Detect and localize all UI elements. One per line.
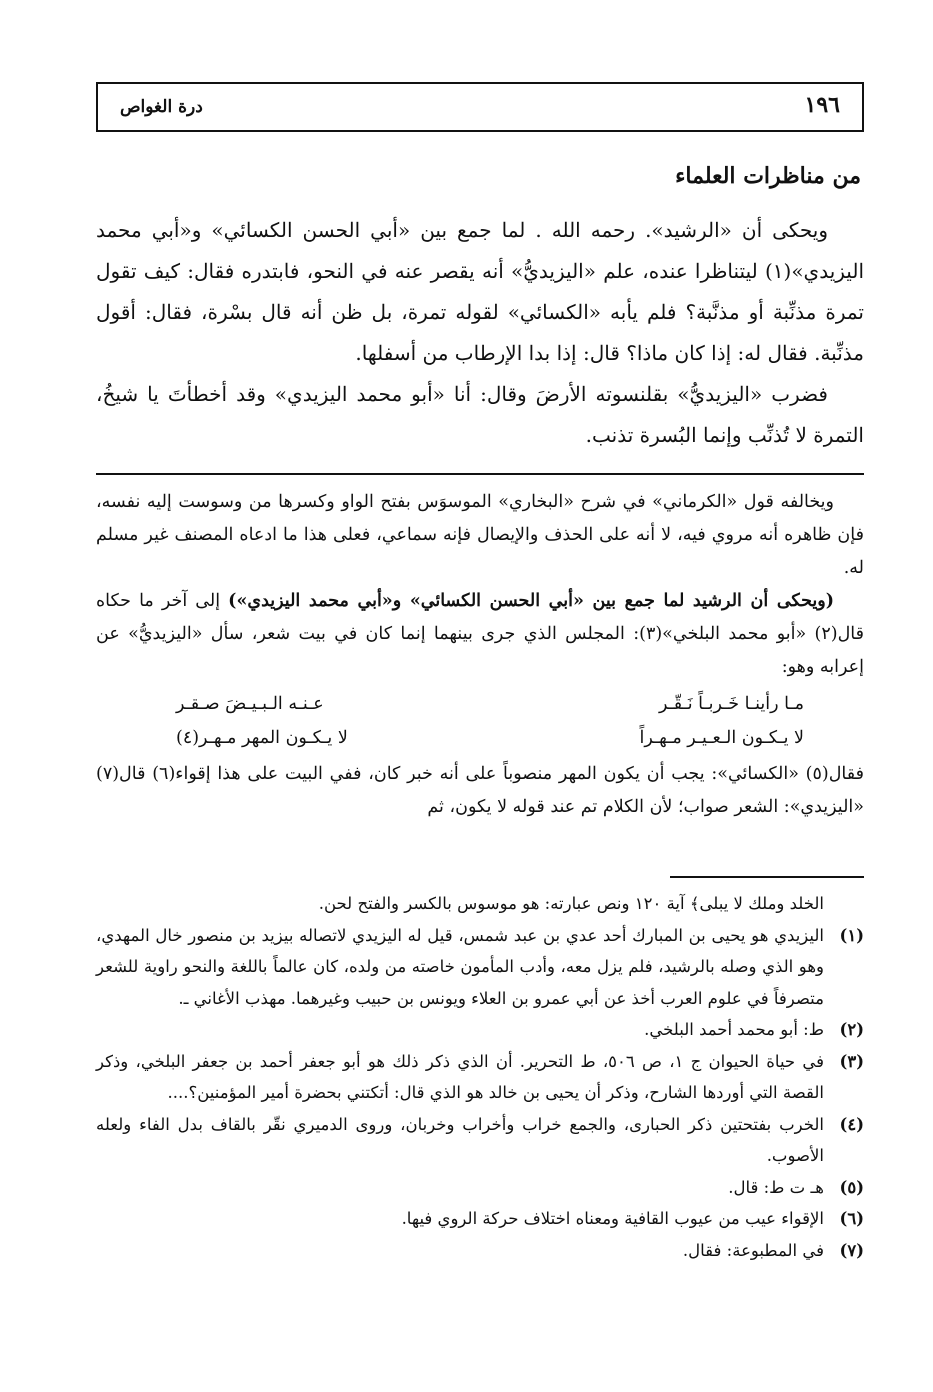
main-separator — [96, 473, 864, 475]
footnote-number: (٣) — [839, 1051, 864, 1071]
footnote — [96, 1172, 864, 1204]
footnote-text: في المطبوعة: فقال. — [682, 1240, 824, 1260]
footnote — [96, 1203, 864, 1235]
footnote — [96, 1235, 864, 1267]
commentary-paragraph: فقال(٥) «الكسائي»: يجب أن يكون المهر منصوباً على أنه خبر كان، ففي البيت على هذا إقواء(٦) قال(٧) «اليزيدي»: الشعر صواب؛ لأن الكلام تم عند قوله لا يكون، ثم — [96, 764, 864, 817]
poem-hemistich-second: لا يـكـون المهر مـهـر(٤) — [176, 728, 348, 748]
footnote — [96, 1014, 864, 1046]
poem-line — [96, 722, 864, 756]
poem-hemistich-first: لا يـكـون الـعـيـر مـهـراً — [639, 728, 804, 748]
poem — [96, 688, 864, 756]
footnote — [96, 1109, 864, 1172]
footnote-text: الخرب بفتحتين ذكر الحبارى، والجمع خراب وأخراب وخربان، وروى الدميري نقّر بالقاف بدل الفاء ولعله الأصوب. — [96, 1114, 824, 1165]
footnote-continuation: الخلد وملك لا يبلى﴾ آية ١٢٠ ونص عبارته: هو موسوس بالكسر والفتح لحن. — [318, 894, 824, 913]
footnote-text: الإقواء عيب من عيوب القافية ومعناه اختلاف حركة الروي فيها. — [401, 1209, 824, 1228]
poem-hemistich-first: مـا رأينـا خَـربـاً نَـقّـر — [658, 694, 804, 714]
footnote-number: (٢) — [839, 1020, 864, 1039]
main-paragraph: ويحكى أن «الرشيد». رحمه الله . لما جمع بين «أبي الحسن الكسائي» و«أبي محمد اليزيدي»(١) ليتناظرا عنده، علم «اليزيديُّ» أنه يقصر عنه في النحو، فابتدره فقال: كيف تقول تمرة مذنِّبة أو مذنَّبة؟ فلم يأبه «الكسائي» لقوله تمرة، بل ظن أنه قال بسْرة، فقال: أقول مذنِّبة. فقال له: إذا كان ماذا؟ قال: إذا بدا الإرطاب من أسفلها. — [96, 218, 864, 365]
footnote-text: اليزيدي هو يحيى بن المبارك أحد عدي بن عبد شمس، قيل له اليزيدي لاتصاله بيزيد بن منصور خال المهدي، وهو الذي وصله بالرشيد، فلم يزل معه، وأدب المأمون خاصته من ولده، كان عالماً باللغة والنحو راوية للشعر متصرفاً في علوم العرب أخذ عن أبي عمرو بن العلاء ويونس بن حبيب وغيرهما. مهذب الأغاني ـ. — [96, 925, 824, 1008]
page-number: ١٩٦ — [804, 92, 840, 118]
footnote-separator — [670, 876, 864, 878]
main-paragraph: فضرب «اليزيديُّ» بقلنسوته الأرضَ وقال: أنا «أبو محمد اليزيدي» وقد أخطأتَ يا شيخُ، التمرة لا تُذنِّب وإنما البُسرة تذنب. — [96, 382, 864, 447]
footnote-number: (٧) — [839, 1240, 864, 1260]
section-title: من مناظرات العلماء — [675, 163, 861, 189]
commentary-paragraph — [96, 585, 864, 684]
main-text — [96, 210, 864, 456]
commentary-lemma: (ويحكى أن الرشيد لما جمع بين «أبي الحسن الكسائي» و«أبي محمد اليزيدي») — [228, 591, 834, 611]
page-header — [96, 82, 864, 132]
footnote-text: ط: أبو محمد أحمد البلخي. — [644, 1020, 824, 1039]
commentary — [96, 486, 864, 824]
footnote — [96, 920, 864, 1015]
poem-hemistich-second: عـنـه الـبـيـضَ صـقـر — [176, 694, 324, 714]
poem-line — [96, 688, 864, 722]
footnote-number: (٤) — [839, 1114, 864, 1134]
footnote-number: (١) — [839, 925, 864, 945]
footnote-number: (٦) — [839, 1209, 864, 1228]
footnote-text: هـ ت ط: قال. — [728, 1177, 824, 1197]
commentary-paragraph: ويخالفه قول «الكرماني» في شرح «البخاري» الموسوَس بفتح الواو وكسرها من وسوست إليه نفسه، فإن ظاهره أنه مروي فيه، لا أنه على الحذف والإيصال فإنه سماعي، فعلى هذا ما ادعاه المصنف غير مسلم له. — [96, 492, 864, 578]
footnote-text: في حياة الحيوان ج ١، ص ٥٠٦، ط التحرير. أن الذي ذكر ذلك هو أبو جعفر أحمد بن جعفر البلخي، وذكر القصة التي أوردها الشارح، وذكر أن يحيى بن خالد هو الذي قال: أتكتني بحضرة أمير المؤمنين؟.... — [96, 1051, 825, 1102]
footnote — [96, 1046, 864, 1109]
commentary-text: إلى آخر ما حكاه قال(٢) «أبو محمد البلخي»(٣): المجلس الذي جرى بينهما إنما كان في بيت شعر، سأل «اليزيديُّ» عن إعرابه وهو: — [96, 591, 864, 677]
running-title: درة الغواص — [120, 97, 203, 117]
footnote-number: (٥) — [839, 1177, 864, 1197]
footnotes — [96, 888, 864, 1266]
